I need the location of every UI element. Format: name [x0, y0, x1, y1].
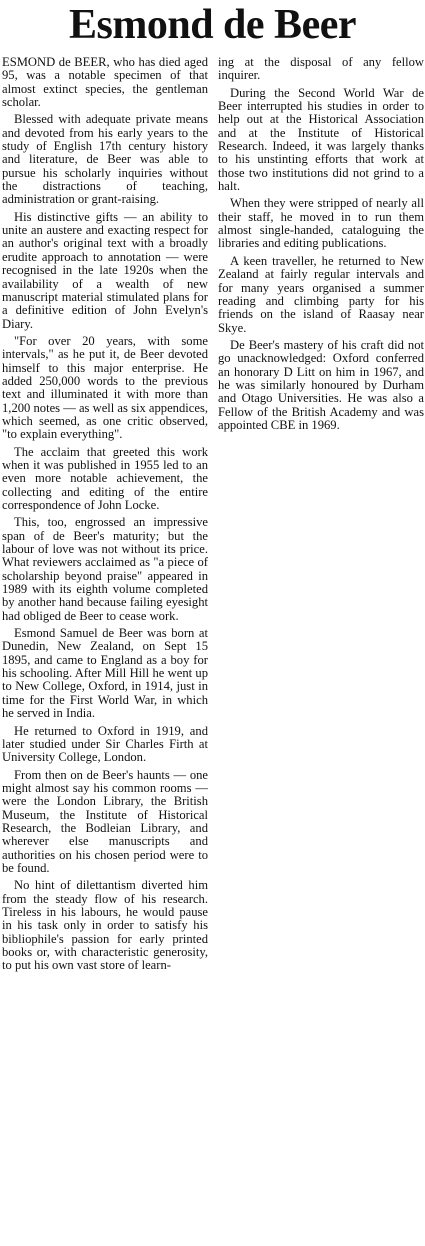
headline: Esmond de Beer: [69, 2, 356, 48]
paragraph: When they were stripped of nearly all their staff, he moved in to run them almost single-handed, cataloguing the libraries and editing publications.: [218, 196, 424, 251]
paragraph: During the Second World War de Beer interrupted his studies in order to help out at the Historical Association and at the Institute of Historical Research. Indeed, it was largely thanks to his unstinting efforts that work at those two institutions did not grind to a halt.: [218, 85, 424, 194]
paragraph: ESMOND de BEER, who has died aged 95, was a notable specimen of that almost extinct species, the gentleman scholar.: [2, 55, 208, 110]
article-left-column: [2, 56, 208, 977]
paragraph: A keen traveller, he returned to New Zealand at fairly regular intervals and for many years organised a summer reading and climbing party for his friends on the island of Raasay near Skye.: [218, 253, 424, 335]
paragraph: De Beer's mastery of his craft did not go unacknowledged: Oxford conferred an honorary D Litt on him in 1967, and he was similarly honoured by Durham and Otago Universities. He was also a Fellow of the British Academy and was appointed CBE in 1969.: [218, 337, 424, 432]
paragraph: The acclaim that greeted this work when it was published in 1955 led to an even more notable achievement, the collecting and editing of the entire correspondence of John Locke.: [2, 444, 208, 512]
paragraph: ing at the disposal of any fellow inquirer.: [218, 55, 424, 83]
paragraph: Esmond Samuel de Beer was born at Dunedin, New Zealand, on Sept 15 1895, and came to England as a boy for his schooling. After Mill Hill he went up to New College, Oxford, in 1914, just in time for the First World War, in which he served in India.: [2, 626, 208, 721]
paragraph: No hint of dilettantism diverted him from the steady flow of his research. Tireless in his labours, he would pause in his task only in order to satisfy his bibliophile's passion for early printed books or, with characteristic generosity, to put his own vast store of learn-: [2, 878, 208, 973]
paragraph: From then on de Beer's haunts — one might almost say his common rooms — were the London Library, the British Museum, the Institute of Historical Research, the Bodleian Library, and wherever else manuscripts and authorities on his chosen period were to be found.: [2, 767, 208, 875]
paragraph: His distinctive gifts — an ability to unite an austere and exacting respect for an author's original text with a broadly erudite approach to annotation — were recognised in the late 1920s when the availability of a wealth of new manuscript material stimulated plans for a definitive edition of John Evelyn's Diary.: [2, 209, 208, 331]
paragraph: This, too, engrossed an impressive span of de Beer's maturity; but the labour of love was not without its price. What reviewers acclaimed as "a piece of scholarship beyond praise" appeared in 1989 with its eighth volume completed by another hand because failing eyesight had obliged de Beer to cease work.: [2, 515, 208, 623]
article-right-column: [218, 56, 424, 436]
paragraph: "For over 20 years, with some intervals," as he put it, de Beer devoted himself to this major enterprise. He added 250,000 words to the previous text and illuminated it with more than 1,200 notes — as well as six appendices, which seemed, as one critic observed, "to explain everything".: [2, 333, 209, 442]
paragraph: Blessed with adequate private means and devoted from his early years to the study of English 17th century history and literature, de Beer was able to pursue his scholarly inquiries without the distractions of teaching, administration or grant-raising.: [2, 112, 208, 207]
paragraph: He returned to Oxford in 1919, and later studied under Sir Charles Firth at University College, London.: [2, 723, 208, 765]
